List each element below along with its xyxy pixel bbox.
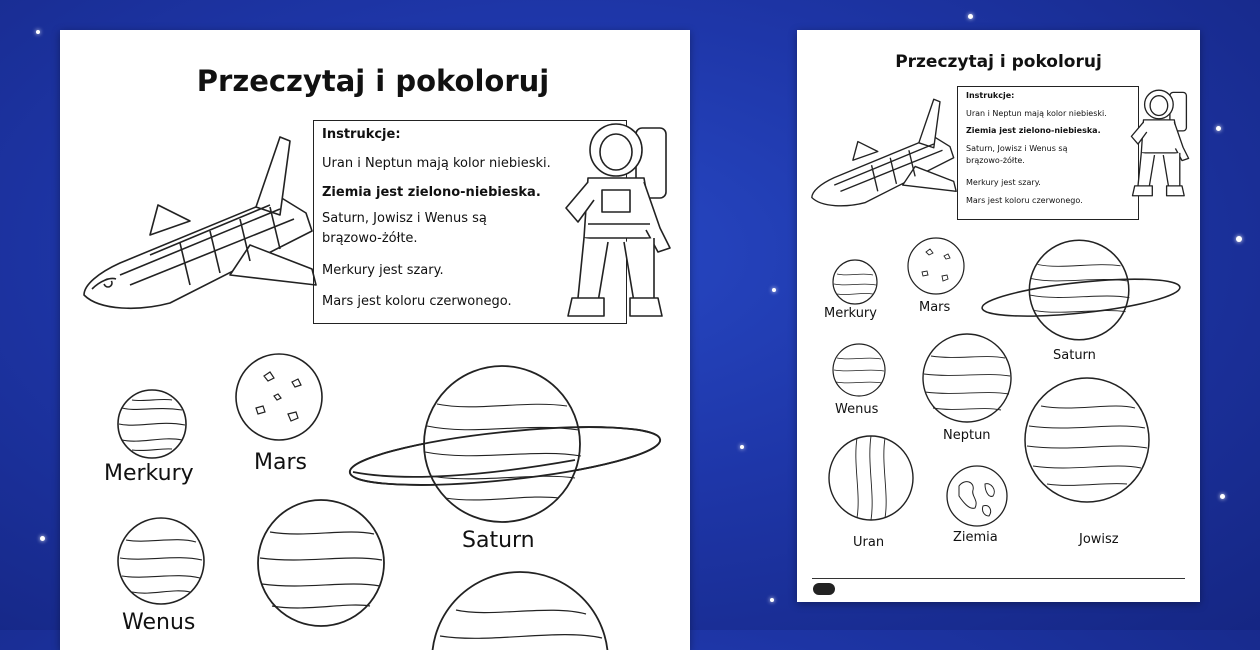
label-saturn: Saturn <box>1053 348 1096 363</box>
space-shuttle-icon <box>80 135 320 315</box>
label-merkury: Merkury <box>104 461 194 486</box>
instruction-line: Merkury jest szary. <box>322 263 444 278</box>
instruction-line: Ziemia jest zielono-niebieska. <box>966 126 1101 135</box>
star <box>1236 236 1242 242</box>
star <box>1216 126 1221 131</box>
planet-neptun[interactable] <box>921 332 1013 424</box>
planet-jowisz[interactable] <box>430 570 610 650</box>
instruction-line: Uran i Neptun mają kolor niebieski. <box>966 109 1107 118</box>
star <box>1220 494 1225 499</box>
planet-saturn[interactable] <box>345 364 665 524</box>
planet-wenus[interactable] <box>116 516 206 606</box>
footer-divider <box>812 578 1185 579</box>
label-wenus: Wenus <box>122 610 196 635</box>
planet-wenus[interactable] <box>831 342 887 398</box>
planet-uran[interactable] <box>827 434 915 522</box>
worksheet-preview-large[interactable] <box>60 30 690 650</box>
star <box>968 14 973 19</box>
planet-jowisz[interactable] <box>1023 376 1151 504</box>
planet-merkury[interactable] <box>831 258 879 306</box>
star <box>770 598 774 602</box>
label-merkury: Merkury <box>824 306 877 321</box>
star <box>772 288 776 292</box>
label-mars: Mars <box>254 450 307 475</box>
planet-merkury[interactable] <box>116 388 188 460</box>
astronaut-icon <box>558 118 678 333</box>
instruction-line: Mars jest koloru czerwonego. <box>966 196 1083 205</box>
planet-mars[interactable] <box>234 352 324 442</box>
label-mars: Mars <box>919 300 951 315</box>
label-wenus: Wenus <box>835 402 879 417</box>
instructions-box <box>957 86 1139 220</box>
star <box>740 445 744 449</box>
star <box>36 30 40 34</box>
instruction-line: Merkury jest szary. <box>966 178 1041 187</box>
label-neptun: Neptun <box>943 428 991 443</box>
instruction-line: Saturn, Jowisz i Wenus są brązowo-żółte. <box>966 144 1068 166</box>
instructions-heading: Instrukcje: <box>322 127 401 142</box>
label-saturn: Saturn <box>462 528 535 553</box>
label-uran: Uran <box>853 535 885 550</box>
label-jowisz: Jowisz <box>1079 532 1119 547</box>
worksheet-title: Przeczytaj i pokoloruj <box>196 64 550 98</box>
planet-mars[interactable] <box>906 236 966 296</box>
instruction-line: Saturn, Jowisz i Wenus są brązowo-żółte. <box>322 211 487 247</box>
instruction-line: Mars jest koloru czerwonego. <box>322 294 512 309</box>
worksheet-title: Przeczytaj i pokoloruj <box>895 52 1102 72</box>
instruction-line: Ziemia jest zielono-niebieska. <box>322 185 541 200</box>
star <box>40 536 45 541</box>
astronaut-icon <box>1127 86 1193 206</box>
publisher-logo-icon <box>813 583 835 595</box>
space-shuttle-icon <box>809 98 959 210</box>
instructions-heading: Instrukcje: <box>966 91 1015 100</box>
planet-neptun[interactable] <box>256 498 386 628</box>
label-ziemia: Ziemia <box>953 530 998 545</box>
planet-ziemia[interactable] <box>945 464 1009 528</box>
worksheet-preview-small[interactable] <box>797 30 1200 602</box>
instruction-line: Uran i Neptun mają kolor niebieski. <box>322 156 551 171</box>
